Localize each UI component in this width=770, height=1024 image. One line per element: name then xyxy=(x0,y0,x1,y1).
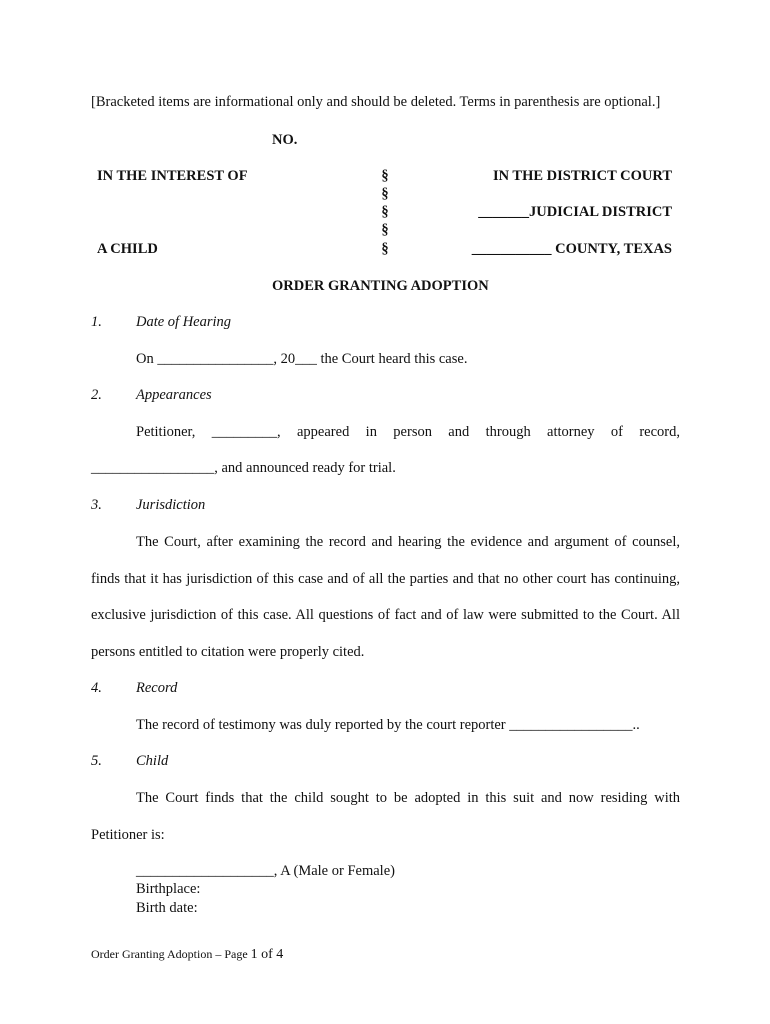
section-mark: § xyxy=(381,222,389,238)
caption-a-child: A CHILD xyxy=(97,241,158,257)
section-heading-appearances: Appearances xyxy=(136,387,212,403)
section-number: 2. xyxy=(91,387,102,403)
jurisdiction-line-3: exclusive jurisdiction of this case. All questions of fact and of law were submitted to the Court. All xyxy=(91,607,680,623)
child-line-1: The Court finds that the child sought to be adopted in this suit and now residing with xyxy=(136,790,680,806)
child-line-2: Petitioner is: xyxy=(91,827,165,843)
section-heading-record: Record xyxy=(136,680,178,696)
caption-judicial-district: _______JUDICIAL DISTRICT xyxy=(478,204,672,220)
caption-interest-of: IN THE INTEREST OF xyxy=(97,168,248,184)
child-name-field: ___________________, A (Male or Female) xyxy=(136,863,395,879)
appearances-line-2: _________________, and announced ready for trial. xyxy=(91,460,396,476)
section-number: 5. xyxy=(91,753,102,769)
child-birthplace-field: Birthplace: xyxy=(136,881,201,897)
section-mark: § xyxy=(381,168,389,184)
caption-district-court: IN THE DISTRICT COURT xyxy=(492,168,672,184)
section-heading-date-of-hearing: Date of Hearing xyxy=(136,314,232,330)
section-mark: § xyxy=(381,204,389,220)
footer-label: Order Granting Adoption – Page xyxy=(91,947,251,961)
section-heading-jurisdiction: Jurisdiction xyxy=(136,497,206,513)
document-title: ORDER GRANTING ADOPTION xyxy=(272,278,489,294)
section-heading-child: Child xyxy=(136,753,169,769)
child-birthdate-field: Birth date: xyxy=(136,900,198,916)
jurisdiction-line-2: finds that it has jurisdiction of this case and of all the parties and that no other court has continuing, xyxy=(91,571,680,587)
caption-county: ___________ COUNTY, TEXAS xyxy=(471,241,672,257)
hearing-date-line: On ________________, 20___ the Court heard this case. xyxy=(136,351,468,367)
footer-page-number: 1 of 4 xyxy=(250,947,284,962)
cause-number: NO. xyxy=(272,132,298,148)
section-number: 1. xyxy=(91,314,102,330)
section-mark: § xyxy=(381,186,389,202)
section-mark: § xyxy=(381,241,389,257)
record-line: The record of testimony was duly reported by the court reporter _________________.. xyxy=(136,717,640,733)
section-number: 3. xyxy=(91,497,102,513)
jurisdiction-line-1: The Court, after examining the record and hearing the evidence and argument of counsel, xyxy=(136,534,680,550)
page-footer xyxy=(91,947,283,963)
jurisdiction-line-4: persons entitled to citation were properly cited. xyxy=(91,644,365,660)
instruction-note: [Bracketed items are informational only and should be deleted. Terms in parenthesis are optional.] xyxy=(91,94,661,110)
appearances-line-1: Petitioner, _________, appeared in person and through attorney of record, xyxy=(136,424,680,440)
section-number: 4. xyxy=(91,680,102,696)
